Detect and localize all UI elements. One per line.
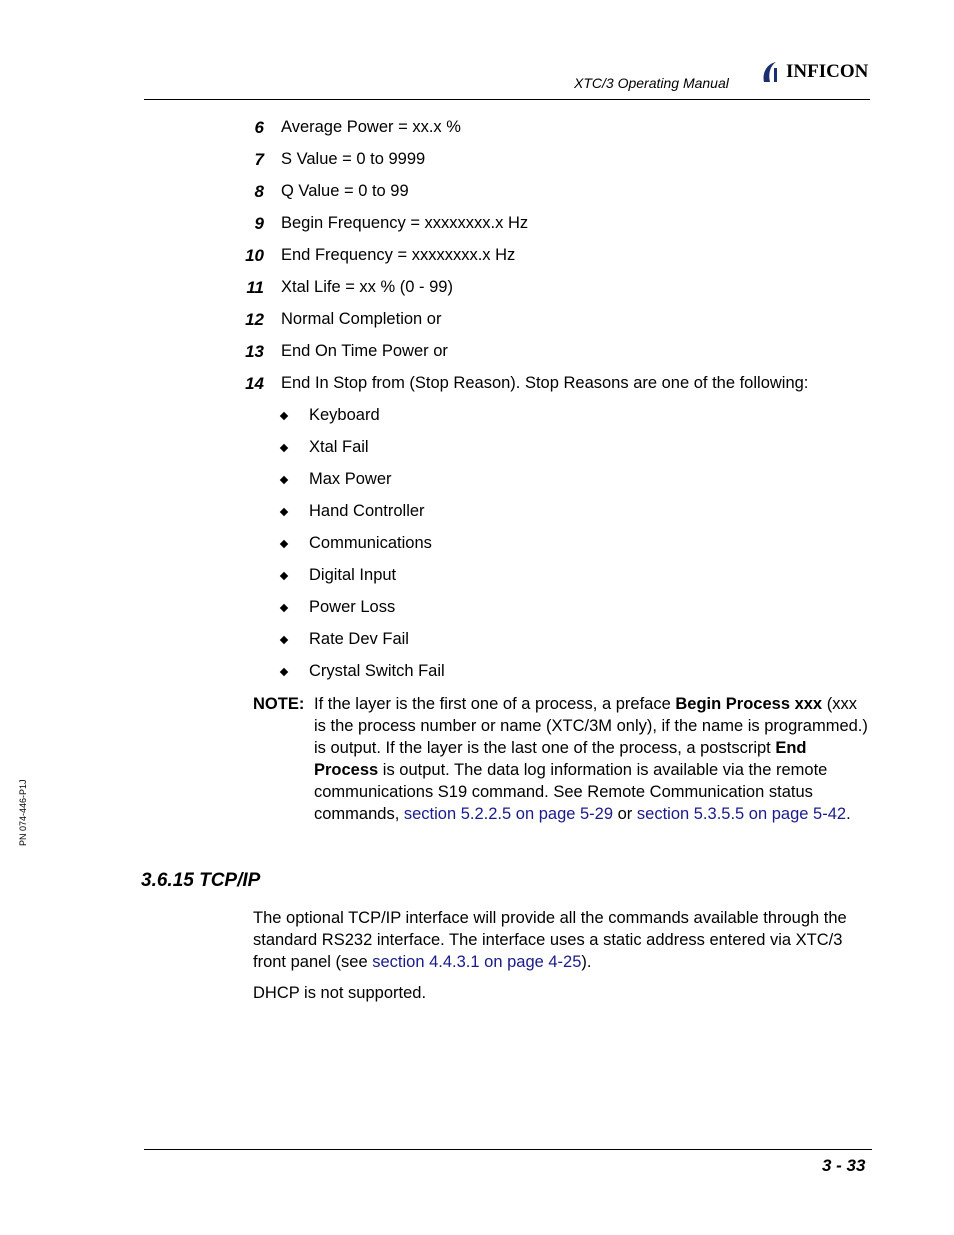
- step-number: 8: [254, 182, 264, 201]
- section-link-5-2-2-5[interactable]: section 5.2.2.5 on page 5-29: [403, 805, 614, 823]
- step-number: 6: [254, 118, 264, 137]
- note-bold-begin-process: Begin Process xxx: [675, 695, 823, 713]
- diamond-bullet-icon: [280, 540, 288, 548]
- stop-reason-text: Keyboard: [309, 406, 380, 424]
- step-text: S Value = 0 to 9999: [281, 150, 426, 168]
- note-text: is output. The data log information is available via the remote communications S19 command. See Remote Communication status commands,: [314, 761, 828, 823]
- note-text: .: [846, 805, 851, 823]
- diamond-bullet-icon: [280, 412, 288, 420]
- paragraph-text: ).: [581, 953, 592, 971]
- diamond-bullet-icon: [280, 476, 288, 484]
- step-text: Average Power = xx.x %: [281, 118, 461, 136]
- inficon-logo-icon: [760, 60, 782, 84]
- diamond-bullet-icon: [280, 572, 288, 580]
- diamond-bullet-icon: [280, 668, 288, 676]
- diamond-bullet-icon: [280, 508, 288, 516]
- note-text: If the layer is the first one of a process, a preface: [314, 695, 676, 713]
- step-number: 7: [254, 150, 264, 169]
- step-number: 12: [245, 310, 264, 329]
- step-text: Begin Frequency = xxxxxxxx.x Hz: [281, 214, 529, 232]
- step-number: 13: [245, 342, 264, 361]
- step-text: End Frequency = xxxxxxxx.x Hz: [281, 246, 516, 264]
- diamond-bullet-icon: [280, 636, 288, 644]
- step-text: Normal Completion or: [281, 310, 442, 328]
- step-number: 9: [254, 214, 264, 233]
- note-bold-end-process: End Process: [314, 739, 807, 779]
- note-body: [314, 693, 870, 825]
- stop-reason-text: Max Power: [309, 470, 392, 488]
- inficon-logo: [760, 58, 868, 86]
- stop-reason-text: Xtal Fail: [309, 438, 369, 456]
- step-number: 11: [246, 278, 264, 297]
- stop-reason-text: Digital Input: [309, 566, 397, 584]
- step-number: 14: [245, 374, 264, 393]
- logo-text: INFICON: [786, 61, 869, 82]
- dhcp-paragraph: DHCP is not supported.: [253, 984, 427, 1002]
- step-text: End On Time Power or: [281, 342, 448, 360]
- note-text: or: [613, 805, 637, 823]
- diamond-bullet-icon: [280, 444, 288, 452]
- stop-reason-text: Power Loss: [309, 598, 396, 616]
- section-link-5-3-5-5[interactable]: section 5.3.5.5 on page 5-42: [636, 805, 847, 823]
- manual-title: XTC/3 Operating Manual: [574, 75, 729, 91]
- step-text: Q Value = 0 to 99: [281, 182, 409, 200]
- paragraph-text: The optional TCP/IP interface will provide all the commands available through the standard RS232 interface. The interface uses a static address entered via XTC/3 front panel (see: [253, 909, 847, 971]
- page-number: 3 - 33: [822, 1156, 866, 1175]
- section-heading: 3.6.15 TCP/IP: [141, 870, 261, 891]
- diamond-bullet-icon: [280, 604, 288, 612]
- step-text: End In Stop from (Stop Reason). Stop Reasons are one of the following:: [281, 374, 809, 392]
- stop-reason-text: Crystal Switch Fail: [309, 662, 445, 680]
- footer-rule: [144, 1149, 872, 1150]
- stop-reason-text: Rate Dev Fail: [309, 630, 409, 648]
- step-number: 10: [245, 246, 264, 265]
- stop-reason-text: Hand Controller: [309, 502, 425, 520]
- note-text: (xxx is the process number or name (XTC/3M only), if the name is programmed.) is output. If the layer is the last one of the process, a postscript: [314, 695, 868, 757]
- tcpip-paragraph: [253, 907, 871, 973]
- header-rule: [144, 99, 870, 100]
- part-number-label: PN 074-446-P1J: [18, 779, 28, 846]
- stop-reason-text: Communications: [309, 534, 432, 552]
- section-link-4-4-3-1[interactable]: section 4.4.3.1 on page 4-25: [372, 953, 582, 971]
- step-text: Xtal Life = xx % (0 - 99): [281, 278, 453, 296]
- note-label: NOTE:: [253, 695, 305, 713]
